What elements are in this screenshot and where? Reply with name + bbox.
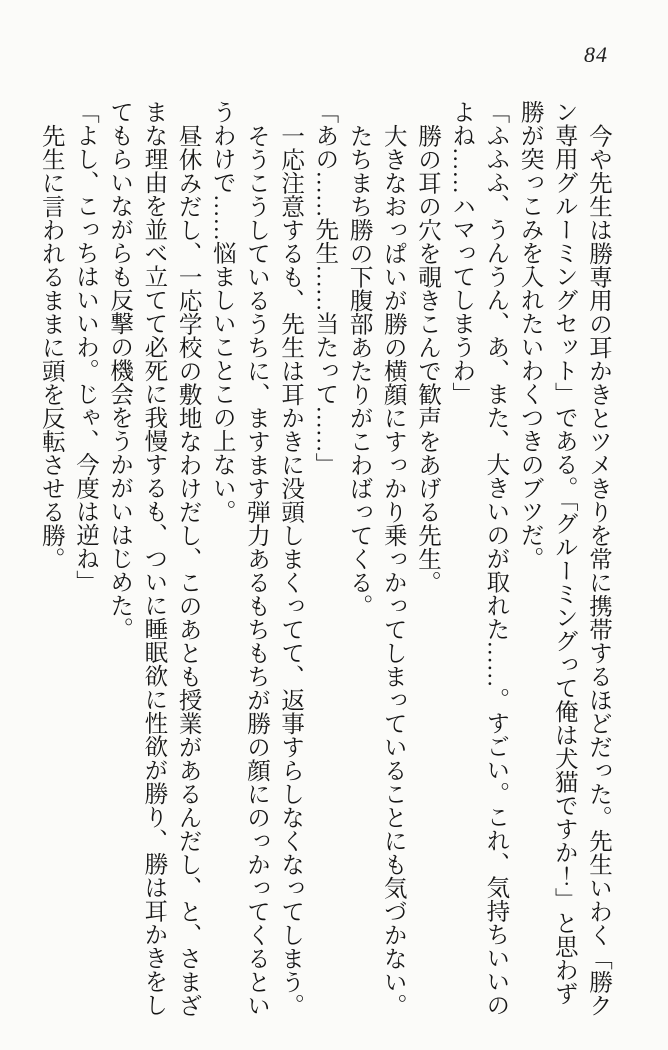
paragraph-2: 「ふふふ、うんうん、あ、また、大きいのが取れた……。すごい。これ、気持ちいいのよね……ハマってしまうわ」 bbox=[448, 100, 509, 1017]
page-number: 84 bbox=[584, 42, 608, 67]
paragraph-5: たちまち勝の下腹部あたりがこわばってくる。 bbox=[345, 123, 372, 617]
paragraph-1: 今や先生は勝専用の耳かきとツメきりを常に携帯するほどだった。先生いわく「勝クン専用グルーミングセット」である。「グルーミングって俺は犬猫ですか！」と思わず勝が突っこみを入れたいわくつきのブツだ。 bbox=[516, 100, 611, 1017]
page-text bbox=[29, 100, 615, 1020]
paragraph-4: 大きなおっぱいが勝の横顔にすっかり乗っかってしまっていることにも気づかない。 bbox=[379, 123, 406, 1017]
paragraph-3: 勝の耳の穴を覗きこんで歓声をあげる先生。 bbox=[413, 123, 440, 594]
paragraph-11: 先生に言われるままに頭を反転させる勝。 bbox=[37, 123, 64, 570]
paragraph-10: 「よし、こっちはいいわ。じゃ、今度は逆ね」 bbox=[71, 100, 98, 594]
paragraph-9: 昼休みだし、一応学校の敷地なわけだし、このあとも授業があるんだし、と、さまざまな理由を並べ立てて必死に我慢するも、ついに睡眠欲に性欲が勝り、勝は耳かきをしてもらいながらも反撃の機会をうかがいはじめた。 bbox=[106, 100, 201, 1017]
paragraph-8: そうこうしているうちに、ますます弾力あるもちもちが勝の顔にのっかってくるというわけで……悩ましいことこの上ない。 bbox=[208, 100, 269, 1017]
paragraph-7: 一応注意するも、先生は耳かきに没頭しまくってて、返事すらしなくなってしまう。 bbox=[277, 123, 304, 1017]
paragraph-6: 「あの……先生……当たって……」 bbox=[311, 100, 338, 476]
